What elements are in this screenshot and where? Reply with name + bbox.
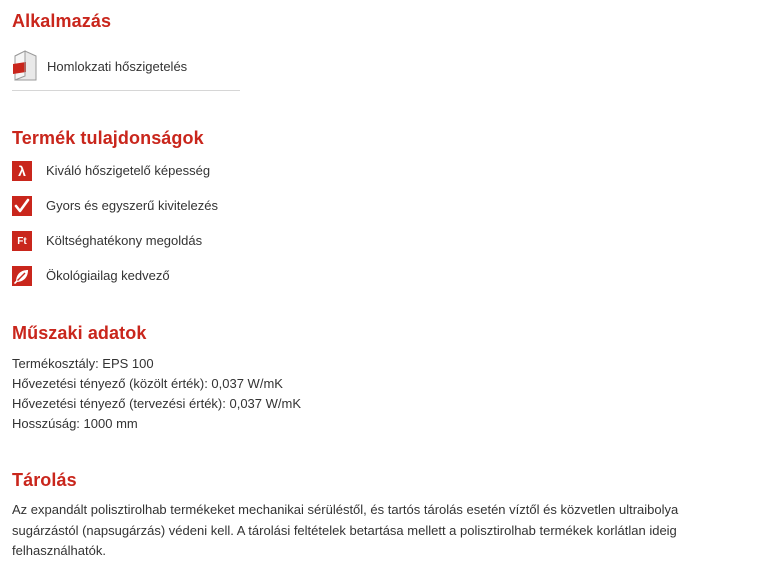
- property-label: Kiváló hőszigetelő képesség: [46, 163, 211, 178]
- storage-text: Az expandált polisztirolhab termékeket mechanikai sérüléstől, és tartós tárolás esetén víztől és közvetlen ultraibolya sugárzástól (napsugárzás) védeni kell. A tárolási feltételek betartása mellett a polisztirolhab termékek korlátlan ideig felhasználhatók.: [12, 502, 679, 558]
- lambda-icon: λ: [12, 161, 32, 181]
- facade-insulation-icon: [12, 50, 38, 82]
- technical-declared-conductivity: Hővezetési tényező (közölt érték): 0,037 W/mK: [12, 376, 283, 391]
- technical-design-conductivity: Hővezetési tényező (tervezési érték): 0,037 W/mK: [12, 396, 302, 411]
- forint-icon: Ft: [12, 231, 32, 251]
- storage-heading: Tárolás: [12, 470, 77, 490]
- checkmark-icon: [12, 196, 32, 216]
- leaf-icon: [12, 266, 32, 286]
- technical-heading: Műszaki adatok: [12, 323, 147, 343]
- application-heading: Alkalmazás: [12, 11, 112, 31]
- property-label: Gyors és egyszerű kivitelezés: [46, 198, 218, 213]
- application-item-label: Homlokzati hőszigetelés: [47, 59, 188, 74]
- application-item: [12, 50, 240, 91]
- properties-heading: Termék tulajdonságok: [12, 128, 204, 148]
- technical-length: Hosszúság: 1000 mm: [12, 416, 138, 431]
- property-label: Költséghatékony megoldás: [46, 233, 203, 248]
- technical-product-class: Termékosztály: EPS 100: [12, 356, 154, 371]
- property-label: Ökológiailag kedvező: [46, 268, 170, 283]
